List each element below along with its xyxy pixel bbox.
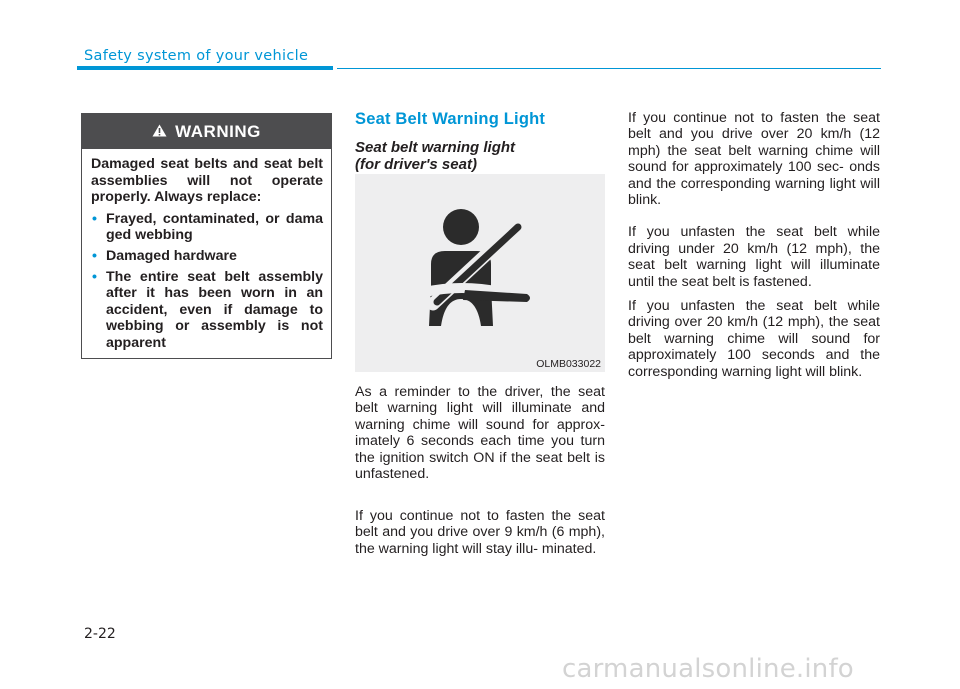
bullet-icon: • [92,247,97,264]
main-paragraph: If you continue not to fasten the seat belt and you drive over 9 km/h (6 mph), the warning light will stay illu- minated. [355,508,605,557]
right-paragraph: If you unfasten the seat belt while driving under 20 km/h (12 mph), the seat belt warning light will illuminate until the seat belt is fastened. [628,224,880,290]
bullet-icon: • [92,268,97,285]
seat-belt-icon [355,174,605,372]
main-column [355,110,605,173]
figure-code: OLMB033022 [536,358,601,370]
warning-list-item: • Frayed, contaminated, or dama ged webbing [92,210,323,244]
warning-box [81,113,332,359]
watermark: carmanualsonline.info [562,654,854,684]
right-paragraph: If you unfasten the seat belt while driving over 20 km/h (12 mph), the seat belt warning chime will sound for approximately 100 seconds and the corresponding warning light will blink. [628,298,880,380]
section-heading: Seat Belt Warning Light [355,110,546,128]
warning-body [82,149,331,352]
warning-title: WARNING [175,121,261,141]
main-paragraph: As a reminder to the driver, the seat belt warning light will illuminate and warning chime will sound for approx- imately 6 seconds each time you turn the ignition switch ON if the seat belt is unfastened. [355,384,605,483]
header-rule-thin [337,68,881,69]
warning-list-item: • The entire seat belt assembly after it has been worn in an accident, even if damage to webbing or assembly is not apparent [92,268,323,351]
warning-list-item: • Damaged hardware [92,247,237,264]
warning-list [91,211,323,352]
warning-header [82,114,331,149]
right-column [628,110,880,396]
page-number: 2-22 [84,626,116,642]
seat-belt-figure [355,174,605,372]
header-rule-thick [77,66,333,70]
warning-triangle-icon [152,122,167,142]
right-paragraph: If you continue not to fasten the seat belt and you drive over 20 km/h (12 mph) the seat belt warning chime will sound for approximately 100 sec- onds and the corresponding warning light will blink. [628,110,880,209]
subheading: Seat belt warning light (for driver's seat) [355,139,516,173]
bullet-icon: • [92,210,97,227]
section-header: Safety system of your vehicle [84,48,309,64]
warning-intro: Damaged seat belts and seat belt assemblies will not operate properly. Always replace: [91,156,323,206]
